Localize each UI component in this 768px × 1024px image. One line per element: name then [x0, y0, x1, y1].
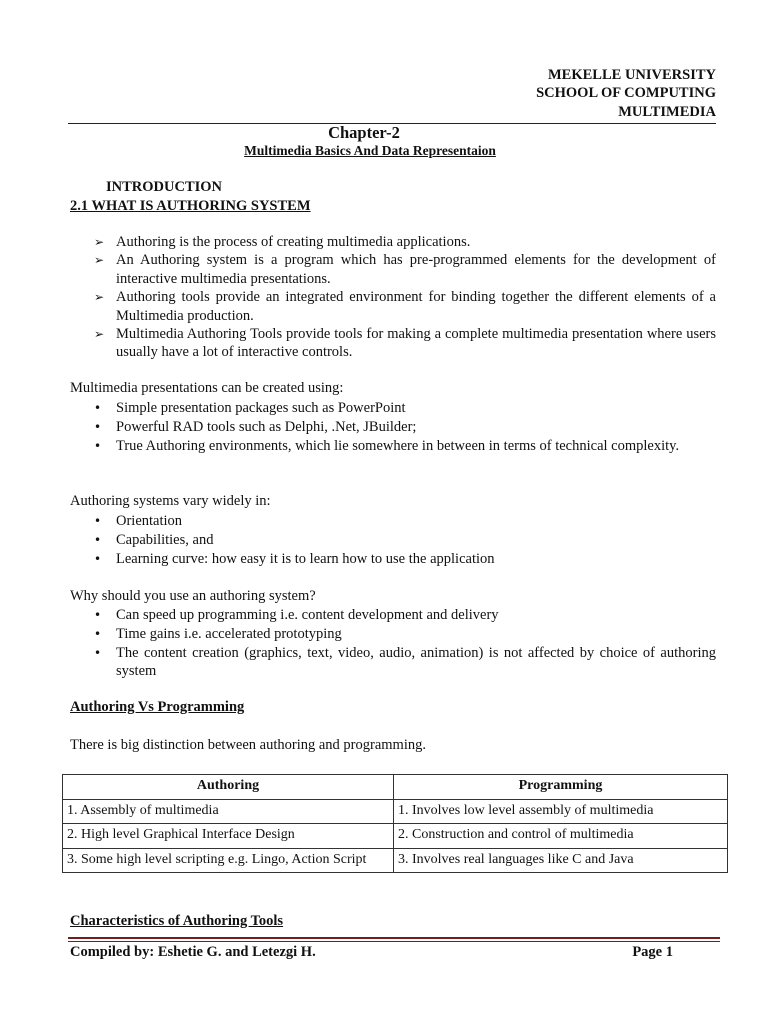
list-item: • Powerful RAD tools such as Delphi, .Net, JBuilder;	[94, 419, 417, 435]
characteristics-heading: Characteristics of Authoring Tools	[70, 913, 284, 929]
table-cell: 3. Involves real languages like C and Java	[394, 848, 728, 873]
chapter-title: Chapter-2	[328, 123, 400, 142]
university-name: MEKELLE UNIVERSITY	[548, 67, 716, 83]
table-cell: 2. High level Graphical Interface Design	[63, 824, 394, 849]
list-item: • Capabilities, and	[94, 532, 214, 548]
table-header-row	[63, 775, 728, 800]
distinction-text: There is big distinction between authoring and programming.	[70, 737, 426, 753]
bullet-icon: •	[94, 552, 102, 566]
bullet-icon: •	[94, 533, 102, 547]
table-row	[63, 848, 728, 873]
list-item: ➢ Multimedia Authoring Tools provide tools for making a complete multimedia presentation where users usually have a lot of interactive controls.	[94, 326, 716, 361]
table-row	[63, 824, 728, 849]
list-item: • Simple presentation packages such as PowerPoint	[94, 400, 406, 416]
list-item: • Can speed up programming i.e. content development and delivery	[94, 607, 499, 623]
table-row	[63, 799, 728, 824]
introduction-heading: INTRODUCTION	[106, 179, 223, 195]
vary-intro: Authoring systems vary widely in:	[70, 493, 271, 509]
list-item: • Orientation	[94, 513, 183, 529]
footer-rule-thin	[68, 941, 720, 942]
course-name: MULTIMEDIA	[618, 104, 716, 120]
table-cell: 3. Some high level scripting e.g. Lingo, Action Script	[63, 848, 394, 873]
why-intro: Why should you use an authoring system?	[70, 588, 316, 604]
list-item: • The content creation (graphics, text, video, audio, animation) is not affected by choice of authoring system	[94, 645, 716, 680]
presentations-list	[70, 399, 716, 455]
table-cell: 1. Assembly of multimedia	[63, 799, 394, 824]
page-number: Page 1	[632, 944, 673, 960]
table-cell: 1. Involves low level assembly of multimedia	[394, 799, 728, 824]
bullet-icon: •	[94, 646, 102, 660]
why-list	[70, 606, 716, 681]
bullet-icon: •	[94, 420, 102, 434]
column-header-authoring: Authoring	[63, 775, 394, 800]
list-item: • True Authoring environments, which lie somewhere in between in terms of technical complexity.	[94, 438, 680, 454]
bullet-icon: •	[94, 439, 102, 453]
school-name: SCHOOL OF COMPUTING	[536, 85, 716, 101]
table-cell: 2. Construction and control of multimedia	[394, 824, 728, 849]
list-item: ➢ An Authoring system is a program which has pre-programmed elements for the development of interactive multimedia presentations.	[94, 252, 716, 287]
presentations-intro: Multimedia presentations can be created using:	[70, 380, 344, 396]
comparison-table	[62, 774, 728, 873]
vary-list	[70, 512, 716, 569]
arrow-icon: ➢	[94, 327, 105, 342]
arrow-icon: ➢	[94, 253, 105, 268]
arrow-icon: ➢	[94, 235, 105, 249]
bullet-icon: •	[94, 401, 102, 415]
list-item: ➢ Authoring is the process of creating multimedia applications.	[94, 234, 471, 250]
column-header-programming: Programming	[394, 775, 728, 800]
list-item: ➢ Authoring tools provide an integrated environment for binding together the different elements of a Multimedia production.	[94, 289, 716, 324]
footer-compiled-by: Compiled by: Eshetie G. and Letezgi H.	[70, 944, 316, 960]
chapter-subtitle: Multimedia Basics And Data Representaion	[244, 143, 496, 158]
bullet-icon: •	[94, 514, 102, 528]
footer-rule	[68, 937, 720, 939]
arrow-icon: ➢	[94, 290, 105, 305]
bullet-icon: •	[94, 627, 102, 641]
arrow-list	[70, 233, 716, 362]
bullet-icon: •	[94, 608, 102, 622]
list-item: • Learning curve: how easy it is to learn how to use the application	[94, 551, 495, 567]
authoring-vs-programming-heading: Authoring Vs Programming	[70, 699, 245, 715]
section-heading: 2.1 WHAT IS AUTHORING SYSTEM	[70, 198, 311, 214]
list-item: • Time gains i.e. accelerated prototyping	[94, 626, 342, 642]
